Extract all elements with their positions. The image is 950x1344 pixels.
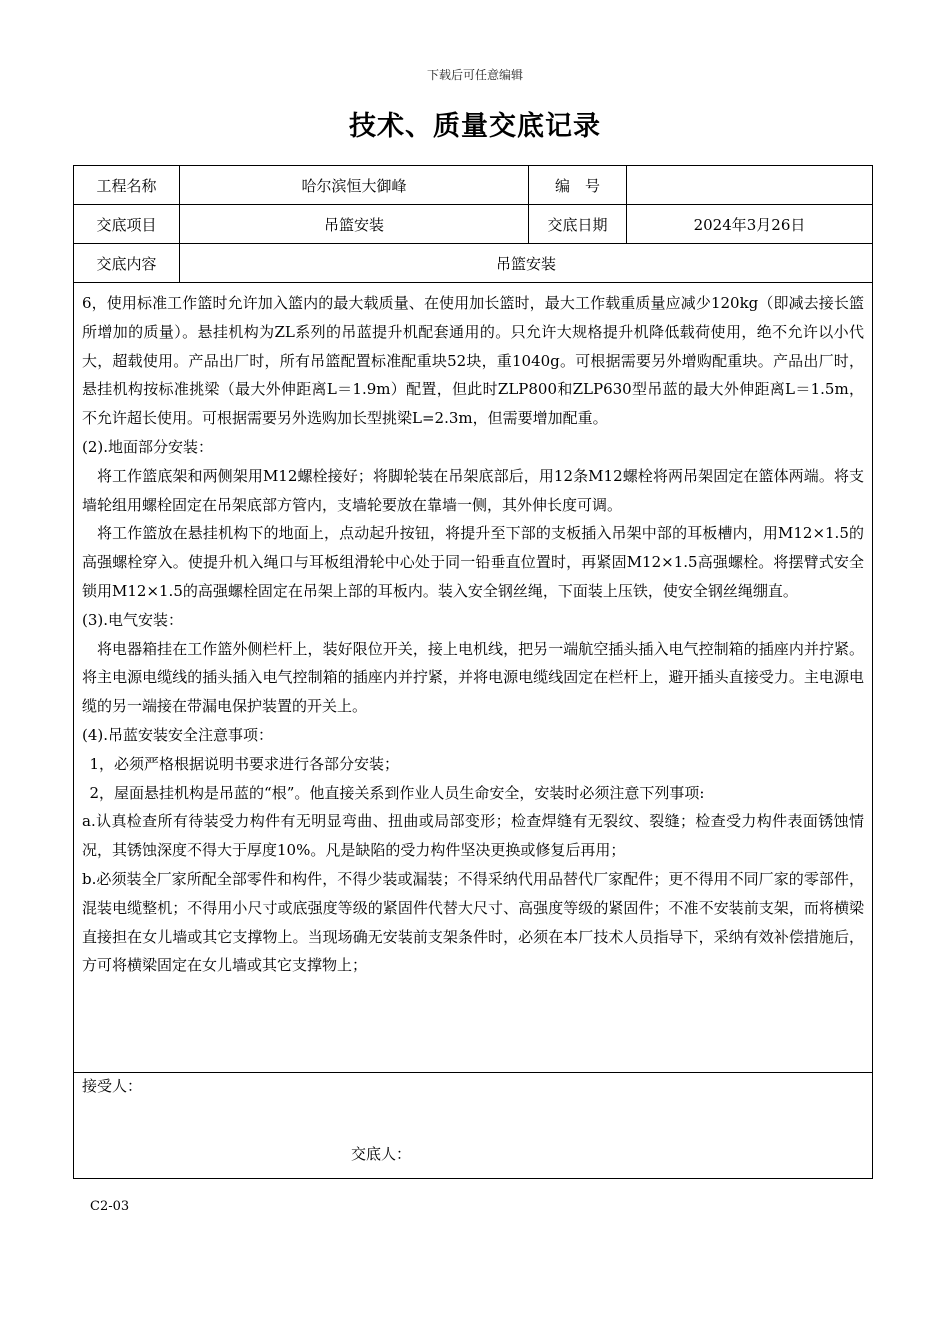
row-signature [74, 1073, 873, 1179]
item-value: 吊篮安装 [180, 205, 529, 244]
row-item [74, 205, 873, 244]
paragraph: 6，使用标准工作篮时允许加入篮内的最大载质量、在使用加长篮时，最大工作载重质量应减少120kg（即减去接长篮所增加的质量）。悬挂机构为ZL系列的吊蓝提升机配套通用的。只允许大规格提升机降低载荷使用，绝不允许以小代大，超载使用。产品出厂时，所有吊篮配置标准配重块52块，重1040g。可根据需要另外增购配重块。产品出厂时，悬挂机构按标准挑梁（最大外伸距离L＝1.9m）配置，但此时ZLP800和ZLP630型吊蓝的最大外伸距离L＝1.5m，不允许超长使用。可根据需要另外选购加长型挑梁L=2.3m，但需要增加配重。 [82, 294, 864, 428]
section-heading: (4).吊蓝安装安全注意事项： [82, 725, 274, 744]
content-value: 吊篮安装 [180, 244, 873, 283]
list-item: 2，屋面悬挂机构是吊蓝的“根”。他直接关系到作业人员生命安全，安装时必须注意下列事项: [89, 783, 705, 802]
page-title: 技术、质量交底记录 [349, 111, 601, 142]
body-text-cell [74, 283, 873, 1073]
item-label: 交底项目 [74, 205, 180, 244]
list-item: 1，必须严格根据说明书要求进行各部分安装； [89, 754, 400, 773]
project-name-value: 哈尔滨恒大御峰 [180, 166, 529, 205]
project-name-label: 工程名称 [74, 166, 180, 205]
paragraph: 将工作篮底架和两侧架用M12螺栓接好；将脚轮装在吊架底部后，用12条M12螺栓将两吊架固定在篮体两端。将支墙轮组用螺栓固定在吊架底部方管内，支墙轮要放在靠墙一侧，其外伸长度可调。 [82, 466, 864, 514]
paragraph: b.必须装全厂家所配全部零件和构件，不得少装或漏装；不得采纳代用品替代厂家配件；更不得用不同厂家的零部件，混装电缆整机；不得用小尺寸或底强度等级的紧固件代替大尺寸、高强度等级的紧固件；不准不安装前支架，而将横梁直接担在女儿墙或其它支撑物上。当现场确无安装前支架条件时，必须在本厂技术人员指导下，采纳有效补偿措施后，方可将横梁固定在女儿墙或其它支撑物上； [82, 869, 864, 975]
paragraph: 将电器箱挂在工作篮外侧栏杆上，装好限位开关，接上电机线，把另一端航空插头插入电气控制箱的插座内并拧紧。将主电源电缆线的插头插入电气控制箱的插座内并拧紧，并将电源电缆线固定在栏杆上，避开插头直接受力。主电源电缆的另一端接在带漏电保护装置的开关上。 [82, 639, 864, 716]
row-body [74, 283, 873, 1073]
handover-form-table [73, 165, 873, 1179]
row-project [74, 166, 873, 205]
paragraph: a.认真检查所有待装受力构件有无明显弯曲、扭曲或局部变形；检查焊缝有无裂纹、裂缝；检查受力构件表面锈蚀情况，其锈蚀深度不得大于厚度10%。凡是缺陷的受力构件坚决更换或修复后再用； [82, 812, 864, 860]
section-heading: (3).电气安装： [82, 610, 184, 629]
content-label: 交底内容 [74, 244, 180, 283]
paragraph: 将工作篮放在悬挂机构下的地面上，点动起升按钮，将提升至下部的支板插入吊架中部的耳板槽内，用M12×1.5的高强螺栓穿入。使提升机入绳口与耳板组滑轮中心处于同一铅垂直位置时，再紧固M12×1.5高强螺栓。将摆臂式安全锁用M12×1.5的高强螺栓固定在吊架上部的耳板内。装入安全钢丝绳，下面装上压铁，使安全钢丝绳绷直。 [82, 524, 864, 600]
date-label: 交底日期 [529, 205, 627, 244]
watermark-text: 下载后可任意编辑 [426, 68, 523, 82]
form-code: C2-03 [90, 1199, 130, 1214]
number-value [627, 166, 873, 205]
signature-cell [74, 1073, 873, 1179]
date-value: 2024年3月26日 [627, 205, 873, 244]
receiver-label: 接受人： [82, 1077, 143, 1095]
giver-label: 交底人： [351, 1145, 412, 1163]
number-label: 编 号 [529, 166, 627, 205]
section-heading: (2).地面部分安装： [82, 437, 214, 456]
row-content [74, 244, 873, 283]
